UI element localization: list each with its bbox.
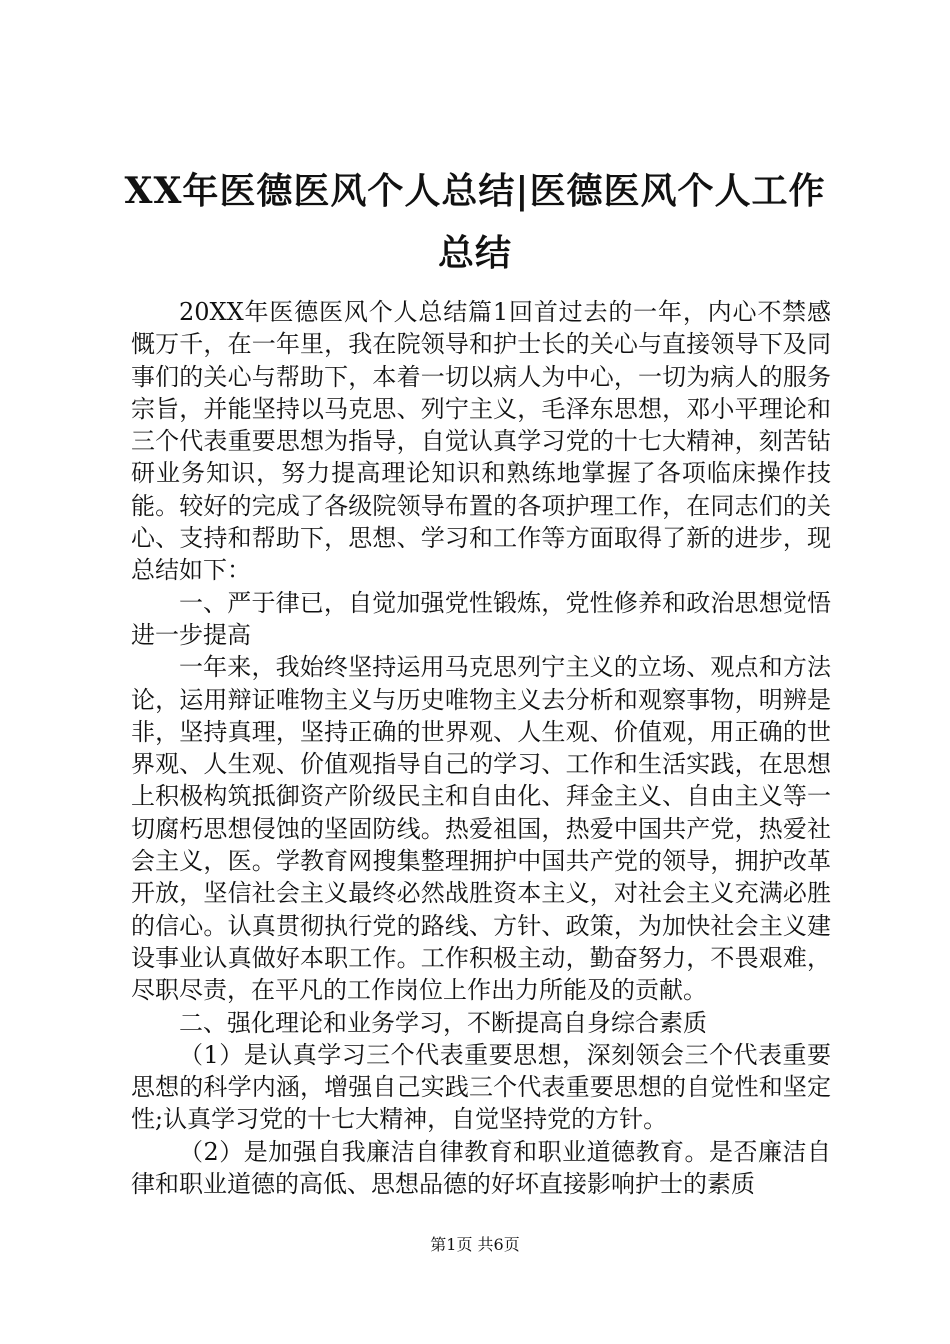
paragraph-section-1: 一年来，我始终坚持运用马克思列宁主义的立场、观点和方法论，运用辩证唯物主义与历史唯物主义去分析和观察事物，明辨是非，坚持真理，坚持正确的世界观、人生观、价值观，用正确的世界观、人生观、价值观指导自己的学习、工作和生活实践，在思想上积极构筑抵御资产阶级民主和自由化、拜金主义、自由主义等一切腐朽思想侵蚀的坚固防线。热爱祖国，热爱中国共产党，热爱社会主义，医。学教育网搜集整理拥护中国共产党的领导，拥护改革开放，坚信社会主义最终必然战胜资本主义，对社会主义充满必胜的信心。认真贯彻执行党的路线、方针、政策，为加快社会主义建设事业认真做好本职工作。工作积极主动，勤奋努力，不畏艰难，尽职尽责，在平凡的工作岗位上作出力所能及的贡献。 [131,653,831,1005]
section-heading-2: 二、强化理论和业务学习，不断提高自身综合素质 [179,1008,707,1037]
page-number-footer: 第1页 共6页 [430,1235,520,1254]
paragraph-item-2: （2）是加强自我廉洁自律教育和职业道德教育。是否廉洁自律和职业道德的高低、思想品德的好坏直接影响护士的素质 [131,1137,831,1199]
paragraph-item-1: （1）是认真学习三个代表重要思想，深刻领会三个代表重要思想的科学内涵，增强自己实践三个代表重要思想的自觉性和坚定性;认真学习党的十七大精神，自觉坚持党的方针。 [131,1040,831,1134]
section-heading-1: 一、严于律已，自觉加强党性锻炼，党性修养和政治思想觉悟进一步提高 [131,588,831,649]
paragraph-intro: 20XX年医德医风个人总结篇1回首过去的一年，内心不禁感慨万千，在一年里，我在院领导和护士长的关心与直接领导下及同事们的关心与帮助下，本着一切以病人为中心，一切为病人的服务宗旨，并能坚持以马克思、列宁主义，毛泽东思想，邓小平理论和三个代表重要思想为指导，自觉认真学习党的十七大精神，刻苦钻研业务知识，努力提高理论知识和熟练地掌握了各项临床操作技能。较好的完成了各级院领导布置的各项护理工作，在同志们的关心、支持和帮助下，思想、学习和工作等方面取得了新的进步，现总结如下： [131,298,831,585]
document-title: XX年医德医风个人总结|医德医风个人工作总结 [124,170,826,274]
document-body [131,296,831,1200]
